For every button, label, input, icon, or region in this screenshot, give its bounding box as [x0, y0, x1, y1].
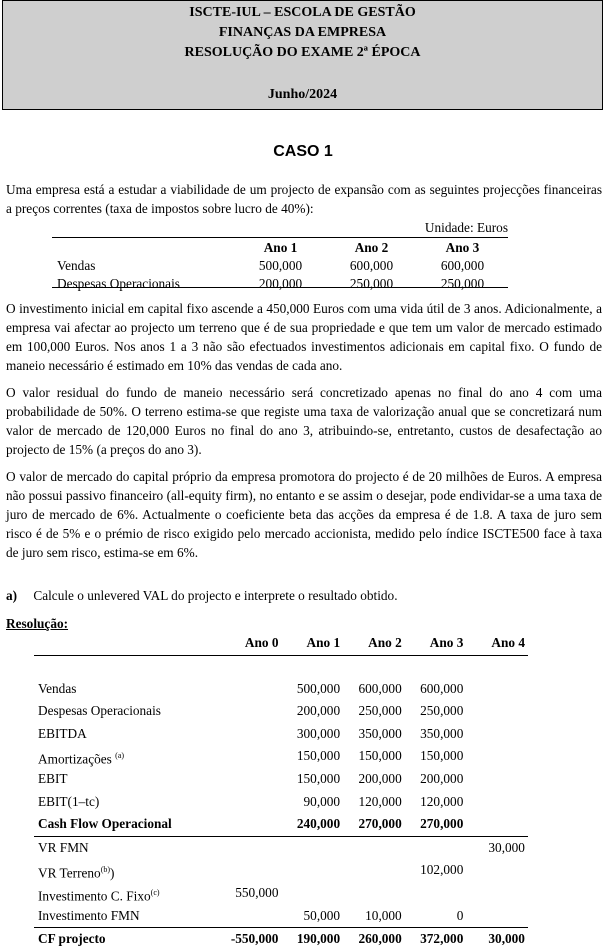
- question-a: [6, 588, 398, 604]
- cell-value: 350,000: [358, 725, 402, 741]
- table2-row: [34, 768, 528, 791]
- cell-value: 260,000: [358, 931, 402, 947]
- cell-value: 200,000: [358, 770, 402, 786]
- cell-value: 270,000: [358, 816, 402, 832]
- cell-value: [281, 859, 343, 882]
- footnote-marker: (c): [150, 887, 160, 897]
- cell-value: 200,000: [420, 770, 464, 786]
- cell-value: 150,000: [420, 748, 464, 764]
- row-label: [34, 723, 220, 746]
- table2-row: [34, 837, 528, 860]
- cell-value: -550,000: [230, 931, 279, 947]
- cell-value: 600,000: [358, 680, 402, 696]
- cell-value: 350,000: [420, 725, 464, 741]
- cell-value: 120,000: [420, 793, 464, 809]
- cell-value: [281, 882, 343, 905]
- row-label: [34, 678, 220, 701]
- table1-row: Vendas 500,000 600,000 600,000: [57, 258, 485, 273]
- row-label: [34, 791, 220, 814]
- footnote-marker: (b): [100, 865, 111, 875]
- unit-label: Unidade: Euros: [424, 220, 508, 235]
- row-label: [34, 882, 220, 905]
- header-course: FINANÇAS DA EMPRESA: [218, 25, 387, 40]
- table2-row: [34, 882, 528, 905]
- cell-value: 500,000: [296, 680, 341, 696]
- row-label-text: EBIT(1–tc): [38, 793, 100, 809]
- table1-rule-bottom: [52, 287, 508, 288]
- cell-value: [405, 837, 467, 860]
- cashflow-table: [34, 632, 528, 951]
- row-label-text: VR FMN: [38, 839, 89, 855]
- row-label-text: EBIT: [38, 770, 68, 786]
- table1-rule-top: [52, 237, 508, 238]
- body-paragraphs: [6, 299, 602, 570]
- cell-value: 270,000: [420, 816, 464, 832]
- table2-row: [34, 723, 528, 746]
- row-label-text: Investimento C. Fixo: [38, 888, 151, 904]
- cell-value: [466, 905, 528, 928]
- cell-value: [466, 813, 528, 836]
- cell-value: [220, 905, 282, 928]
- case-title: CASO 1: [273, 143, 333, 160]
- table1-row: Despesas Operacionais 200,000 250,000 250,000: [57, 276, 485, 291]
- cell-value: 250,000: [358, 703, 402, 719]
- cell-value: [220, 859, 282, 882]
- cell-value: [466, 882, 528, 905]
- cell-value: 50,000: [303, 907, 341, 923]
- table2-row: [34, 678, 528, 701]
- table2-row: [34, 791, 528, 814]
- cell-value: 190,000: [296, 931, 341, 947]
- exam-header: [2, 0, 603, 110]
- cell-value: [281, 837, 343, 860]
- cell-value: [220, 723, 282, 746]
- cell-value: [220, 678, 282, 701]
- cell-value: [466, 768, 528, 791]
- cell-value: 0: [456, 907, 464, 923]
- cell-value: [466, 723, 528, 746]
- row-label-suffix: ): [110, 865, 115, 881]
- row-label: [34, 768, 220, 791]
- row-label: [34, 837, 220, 860]
- cell-value: 600,000: [420, 680, 464, 696]
- header-title: RESOLUÇÃO DO EXAME 2ª ÉPOCA: [184, 45, 421, 60]
- table1-header-row: Ano 1 Ano 2 Ano 3: [263, 240, 480, 255]
- cell-value: [466, 700, 528, 723]
- row-label: [34, 859, 220, 882]
- cell-value: [405, 882, 467, 905]
- intro-paragraph: Uma empresa está a estudar a viabilidade de um projecto de expansão com as seguintes projecções financeiras a preços correntes (taxa de impostos sobre lucro de 40%):: [6, 182, 602, 216]
- row-label: [34, 928, 220, 951]
- table2-header-row: Ano 0 Ano 1 Ano 2 Ano 3 Ano 4: [244, 635, 525, 650]
- cell-value: [466, 745, 528, 768]
- cell-value: 550,000: [235, 884, 279, 900]
- row-label-text: Amortizações: [38, 751, 116, 767]
- row-label-text: CF projecto: [38, 931, 106, 947]
- table2-spacer: [34, 656, 528, 678]
- row-label: [34, 813, 220, 836]
- table2-row: [34, 700, 528, 723]
- cell-value: 240,000: [296, 816, 341, 832]
- header-date: Junho/2024: [267, 87, 338, 102]
- cell-value: [220, 745, 282, 768]
- row-label: [34, 905, 220, 928]
- row-label-text: Despesas Operacionais: [38, 703, 161, 719]
- row-label-text: Cash Flow Operacional: [38, 816, 172, 832]
- cell-value: 372,000: [420, 931, 464, 947]
- cell-value: [466, 859, 528, 882]
- footnote-marker: (a): [115, 751, 125, 761]
- cell-value: [220, 837, 282, 860]
- table2-row: [34, 745, 528, 768]
- table2-row: [34, 928, 528, 951]
- paragraph-capital: O valor de mercado do capital próprio da empresa promotora do projecto é de 20 milhões de Euros. A empresa não possui passivo financeiro (all-equity firm), no entanto e se assim o desejar, pode endividar-se a uma taxa de juro de mercado de 6%. Actualmente o coeficiente beta das acções da empresa é de 1.8. A taxa de juro sem risco é de 5% e o prémio de risco exigido pelo mercado accionista, medido pelo índice ISCTE500 face à taxa de juro sem risco, estima-se em 6%.: [6, 469, 602, 560]
- header-school: ISCTE-IUL – ESCOLA DE GESTÃO: [189, 5, 416, 20]
- paragraph-residual: O valor residual do fundo de maneio necessário será concretizado apenas no final do ano 4 com uma probabilidade de 50%. O terreno estima-se que registe uma taxa de valorização anual que se concretizará num valor de mercado de 120,000 Euros no final do ano 3, atribuindo-se, entretanto, custos de desafectação ao projecto de 15% (a preços do ano 3).: [6, 385, 602, 457]
- cell-value: [220, 791, 282, 814]
- row-label-text: Investimento FMN: [38, 907, 140, 923]
- table2-row: [34, 859, 528, 882]
- cell-value: 250,000: [420, 703, 464, 719]
- cell-value: 30,000: [488, 931, 525, 947]
- row-label-text: EBITDA: [38, 725, 87, 741]
- cell-value: 150,000: [358, 748, 402, 764]
- question-label: a): [6, 588, 18, 603]
- cell-value: 10,000: [365, 907, 402, 923]
- cell-value: [220, 813, 282, 836]
- row-label-text: Vendas: [38, 680, 77, 696]
- table2-row: [34, 813, 528, 836]
- cell-value: [220, 768, 282, 791]
- cell-value: 200,000: [296, 703, 341, 719]
- cell-value: [343, 859, 405, 882]
- row-label: [34, 700, 220, 723]
- table2-row: [34, 905, 528, 928]
- resolution-label: Resolução:: [6, 616, 69, 631]
- cell-value: 90,000: [303, 793, 341, 809]
- row-label-text: VR Terreno: [38, 865, 101, 881]
- question-text: Calcule o unlevered VAL do projecto e interprete o resultado obtido.: [33, 588, 398, 603]
- cell-value: [343, 837, 405, 860]
- cell-value: [466, 678, 528, 701]
- cell-value: [343, 882, 405, 905]
- cell-value: 120,000: [358, 793, 402, 809]
- table2-body: [34, 678, 528, 951]
- cell-value: 300,000: [296, 725, 341, 741]
- cell-value: 150,000: [296, 748, 341, 764]
- cell-value: 150,000: [296, 770, 341, 786]
- cell-value: [220, 700, 282, 723]
- cell-value: [466, 791, 528, 814]
- row-label: [34, 745, 220, 768]
- paragraph-investment: O investimento inicial em capital fixo ascende a 450,000 Euros com uma vida útil de 3 anos. Adicionalmente, a empresa vai afectar ao projecto um terreno que é de sua propriedade e que tem um valor de mercado estimado em 100,000 Euros. Nos anos 1 a 3 não são efectuados investimentos adicionais em capital fixo. O fundo de maneio necessário é estimado em 10% das vendas de cada ano.: [6, 301, 602, 373]
- cell-value: 102,000: [420, 862, 464, 878]
- cell-value: 30,000: [488, 839, 525, 855]
